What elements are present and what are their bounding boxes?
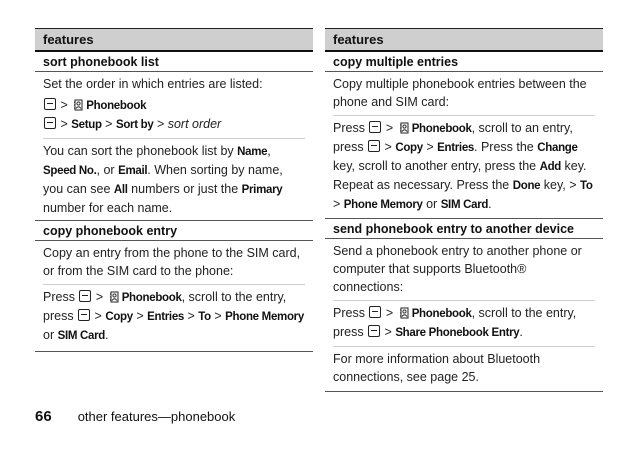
footer-text: other features—phonebook bbox=[77, 409, 236, 424]
menu-phonebook: Phonebook bbox=[86, 100, 147, 112]
sort-menu-path-2: > Setup > Sort by > sort order bbox=[35, 115, 313, 134]
right-column bbox=[325, 28, 603, 392]
copy-intro: Copy an entry from the phone to the SIM card, or from the SIM card to the phone: bbox=[43, 246, 301, 278]
phonebook-icon bbox=[399, 307, 410, 319]
section-title-send: send phonebook entry to another device bbox=[325, 218, 603, 239]
sort-description: You can sort the phonebook list by Name, Speed No., or Email. When sorting by name, you can see All numbers or just the Primary number for each name. bbox=[43, 144, 283, 215]
menu-sort-by: Sort by bbox=[115, 119, 154, 131]
menu-key-icon bbox=[368, 325, 380, 337]
option-name: Name bbox=[237, 146, 268, 158]
option-primary: Primary bbox=[241, 184, 283, 196]
menu-key-icon bbox=[44, 117, 56, 129]
features-header: features bbox=[325, 28, 603, 52]
page-footer bbox=[35, 408, 235, 425]
multi-intro: Copy multiple phonebook entries between the phone and SIM card: bbox=[333, 77, 587, 109]
menu-key-icon bbox=[369, 121, 381, 133]
option-speed-no: Speed No. bbox=[43, 165, 97, 177]
section-title-copy: copy phonebook entry bbox=[35, 220, 313, 241]
copy-instructions: Press > Phonebook, scroll to the entry, press > Copy > Entries > To > Phone Memory or SIM Card. bbox=[43, 290, 304, 342]
section-title-copy-multiple: copy multiple entries bbox=[325, 52, 603, 72]
features-header: features bbox=[35, 28, 313, 52]
send-more-info: For more information about Bluetooth connections, see page 25. bbox=[333, 352, 541, 384]
sort-menu-path-1: > Phonebook bbox=[35, 93, 313, 115]
send-intro: Send a phonebook entry to another phone or computer that supports Bluetooth® connections: bbox=[333, 244, 582, 294]
section-title-sort: sort phonebook list bbox=[35, 52, 313, 72]
phonebook-icon bbox=[399, 122, 410, 134]
menu-sort-order: sort order bbox=[167, 117, 222, 131]
menu-key-icon bbox=[368, 140, 380, 152]
send-instructions: Press > Phonebook, scroll to the entry, press > Share Phonebook Entry. bbox=[333, 306, 577, 339]
option-email: Email bbox=[118, 165, 148, 177]
multi-instructions: Press > Phonebook, scroll to an entry, press > Copy > Entries. Press the Change key, scroll to another entry, press the Add key. Repeat as necessary. Press the Done key, > To > Phone Memory or SIM Card. bbox=[333, 121, 593, 211]
sort-intro: Set the order in which entries are listed: bbox=[43, 77, 263, 91]
menu-key-icon bbox=[369, 306, 381, 318]
menu-key-icon bbox=[79, 290, 91, 302]
phonebook-icon bbox=[109, 291, 120, 303]
page-number: 66 bbox=[35, 408, 52, 425]
phonebook-icon bbox=[73, 99, 84, 111]
menu-setup: Setup bbox=[71, 119, 102, 131]
option-all: All bbox=[113, 184, 128, 196]
left-column bbox=[35, 28, 313, 352]
menu-key-icon bbox=[44, 98, 56, 110]
menu-key-icon bbox=[78, 309, 90, 321]
